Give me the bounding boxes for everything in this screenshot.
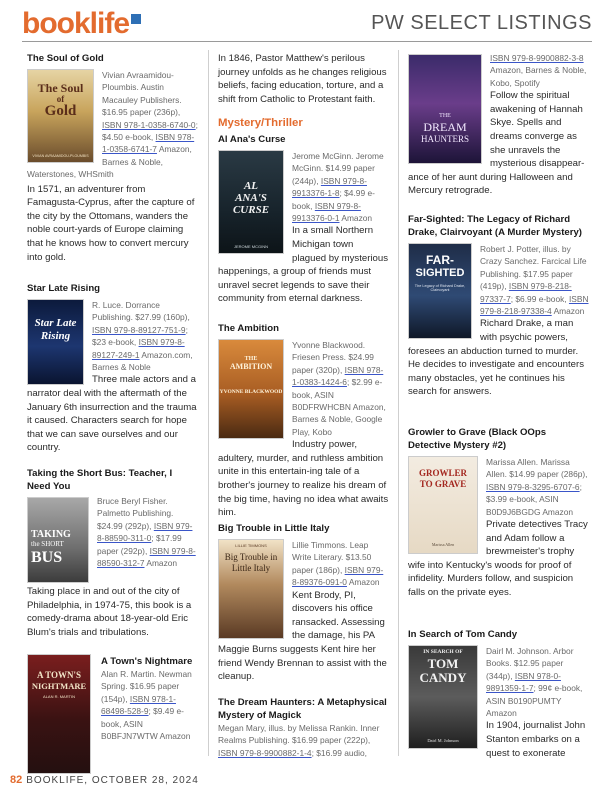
isbn-link[interactable]: ISBN 979-8-89127-751-9 xyxy=(92,324,186,335)
listing-title: Al Ana's Curse xyxy=(218,134,286,145)
section-mystery-thriller xyxy=(218,116,389,131)
listing-description: In a small Northern Michigan town plagued by mysterious happenings, a group of friends must unravel secret legends to save their community from eternal darkness. xyxy=(218,225,388,305)
listing-title: The Dream Haunters: A Metaphysical Mystery of Magick xyxy=(218,697,387,721)
listing-meta: Dairl M. Johnson. Arbor Books. $12.95 paper (344p), ISBN 978-0-9891359-1-7; 99¢ e-book, ASIN B0190PUMTY Amazon xyxy=(486,646,583,719)
listing-growler-to-grave xyxy=(408,426,590,600)
listing-far-sighted xyxy=(408,213,590,399)
booklife-logo: booklife xyxy=(22,6,141,42)
listing-meta: Robert J. Potter, illus. by Crazy Sanchez. Farcical Life Publishing. $17.95 paper (419p), ISBN 979-8-218-97337-7; $6.99 e-book, ISBN 979-8-218-97338-4 Amazon xyxy=(480,244,589,317)
listing-title: The Soul of Gold xyxy=(27,53,104,64)
listing-title: Growler to Grave (Black OOps Detective Mystery #2) xyxy=(408,427,547,451)
listing-meta: ISBN 979-8-9900882-3-8 Amazon, Barnes & Noble, Kobo, Spotify xyxy=(490,53,587,88)
column-divider xyxy=(398,50,399,756)
listing-title: Star Late Rising xyxy=(27,283,101,294)
listing-title: In Search of Tom Candy xyxy=(408,629,518,640)
page-number: 82 xyxy=(10,774,23,786)
book-cover: THE AMBITION YVONNE BLACKWOOD xyxy=(218,339,284,439)
book-cover: Star Late Rising xyxy=(27,299,84,385)
listing-meta: Bruce Beryl Fisher. Palmetto Publishing. $24.99 (292p), ISBN 979-8-88590-311-0; $17.99 paper (292p), ISBN 979-8-88590-312-7 Amazon xyxy=(97,496,196,569)
book-cover: The Soul of Gold VIVIAN AVRAAMIDOU-PLOUMBIS xyxy=(27,69,94,163)
listing-meta: Jerome McGinn. Jerome McGinn. $14.99 paper (244p), ISBN 979-8-9913376-1-8; $4.99 e-book, ISBN 979-8-9913376-0-1 Amazon xyxy=(292,151,384,224)
listing-title: A Town's Nightmare xyxy=(101,656,193,667)
listing-meta: Lillie Timmons. Leap Write Literary. $13.50 paper (186p), ISBN 979-8-89376-091-0 Amazon xyxy=(292,540,384,588)
listing-soul-of-gold xyxy=(27,52,198,264)
book-cover: LILLIE TIMMONS Big Trouble in Little Italy xyxy=(218,539,284,639)
isbn-link[interactable]: ISBN 979-8-88590-312-7 xyxy=(97,545,196,569)
listing-taking-the-short-bus xyxy=(27,467,198,639)
listing-title: Far-Sighted: The Legacy of Richard Drake, Clairvoyant (A Murder Mystery) xyxy=(408,214,582,238)
isbn-link[interactable]: ISBN 979-8-9900882-1-4 xyxy=(218,747,312,758)
book-cover: TAKING the SHORT BUS xyxy=(27,497,89,583)
section-heading: Mystery/Thriller xyxy=(218,117,303,129)
listing-a-towns-nightmare xyxy=(27,651,198,774)
listing-description: Taking place in and out of the city of Philadelphia, in 1974-75, this book is a comedy-drama about 18-year-old Eric Blum's trials and tribulations. xyxy=(27,586,192,638)
listing-in-search-of-tom-candy xyxy=(408,628,590,760)
listing-description: In 1846, Pastor Matthew's perilous journey unfolds as he changes religious beliefs, facing education, torture, and a shift from Catholic to Protestant faith. xyxy=(218,53,387,105)
isbn-link[interactable]: ISBN 979-8-9913376-1-8 xyxy=(292,175,367,199)
listing-dream-haunters-continued xyxy=(408,52,590,198)
isbn-link[interactable]: ISBN 979-8-88590-311-0 xyxy=(97,520,193,544)
isbn-link[interactable]: ISBN 978-0-9891359-1-7 xyxy=(486,670,561,694)
masthead xyxy=(22,6,592,46)
listing-description: In 1904, journalist John Stanton embarks on a quest to exonerate xyxy=(486,720,586,759)
listing-meta: Alan R. Martin. Newman Spring. $16.95 paper (154p), ISBN 978-1-68498-528-9; $9.49 e-book, ASIN B0BFJN7WTW Amazon xyxy=(101,669,192,742)
book-cover: GROWLER TO GRAVE Marissa Allen xyxy=(408,456,478,554)
isbn-link[interactable]: ISBN 979-8-9913376-0-1 xyxy=(292,200,361,224)
listing-star-late-rising xyxy=(27,282,198,455)
listing-title: Big Trouble in Little Italy xyxy=(218,523,330,534)
listing-description: Three male actors and a narrator deal with the aftermath of the January 6th insurrection and the trauma it caused. Characters search for hope that we can save ourselves and our country. xyxy=(27,374,197,454)
book-cover: A TOWN'S NIGHTMARE ALAN R. MARTIN xyxy=(27,654,91,774)
footer-text: BOOKLIFE, OCTOBER 28, 2024 xyxy=(26,775,199,786)
column-divider xyxy=(208,50,209,756)
isbn-link[interactable]: ISBN 978-1-0358-6741-7 xyxy=(102,132,195,155)
header-divider xyxy=(22,41,592,42)
listing-meta: Megan Mary, illus. by Melissa Rankin. Inner Realms Publishing. $16.99 paper (222p), ISBN 979-8-9900882-1-4; $16.99 audio, xyxy=(218,723,380,758)
listing-description: Industry power, adultery, murder, and ruthless ambition unite in this entertain-ing tale of a brother's journey to realize his dream of the big time, having no idea what awaits him. xyxy=(218,439,389,519)
listing-the-dream-haunters xyxy=(218,696,389,759)
listing-al-anas-curse xyxy=(218,133,389,306)
isbn-link[interactable]: ISBN 979-8-218-97337-7 xyxy=(480,281,572,304)
isbn-link[interactable]: ISBN 978-1-68498-528-9 xyxy=(101,693,176,717)
listing-description: In 1571, an adventurer from Famagusta-Cyprus, after the capture of the city by the Ottomans, wanders the noble court-yards of Europe claiming that he knows how to convert mercury into gold. xyxy=(27,183,195,263)
isbn-link[interactable]: ISBN 979-8-9900882-3-8 xyxy=(490,53,584,63)
listing-description: Richard Drake, a man with psychic powers, foresees an abduction turned to murder. He decides to investigate and encounters many obstacles, yet he continues his search for answers. xyxy=(408,318,584,398)
isbn-link[interactable]: ISBN 978-1-0358-6740-0 xyxy=(102,119,196,130)
isbn-link[interactable]: ISBN 979-8-3295-6707-6 xyxy=(486,481,580,492)
listing-description: Kent Brody, PI, discovers his office ransacked. Assessing the damage, his PA Maggie Burns suggests Kent hire her friend Wendy Brennan to assist with the cleanup. xyxy=(218,589,387,683)
section-title: PW SELECT LISTINGS xyxy=(371,12,592,34)
book-cover: THE DREAM HAUNTERS xyxy=(408,54,482,164)
listing-meta: R. Luce. Dorrance Publishing. $27.99 (160p), ISBN 979-8-89127-751-9; $23 e-book, ISBN 979-8-89127-249-1 Amazon.com, Barnes & Noble xyxy=(92,300,193,373)
listing-meta: Marissa Allen. Marissa Allen. $14.99 paper (286p), ISBN 979-8-3295-6707-6; $3.99 e-book, ASIN B0D9J6BGDG Amazon xyxy=(486,457,588,517)
page-footer xyxy=(10,774,199,786)
isbn-link[interactable]: ISBN 979-8-218-97338-4 xyxy=(480,293,589,317)
book-cover: AL ANA'S CURSE JEROME MCGINN xyxy=(218,150,284,254)
logo-square-icon xyxy=(131,14,141,24)
listing-big-trouble-in-little-italy xyxy=(218,522,389,684)
listing-meta: Vivian Avraamidou-Ploumbis. Austin Macauley Publishers. $16.95 paper (236p), ISBN 978-1-0358-6740-0; $4.50 e-book, ISBN 978-1-0358-6741-7 Amazon, Barnes & Noble, Waterstones, WHSmith xyxy=(27,70,198,180)
book-cover: IN SEARCH OF TOM CANDY Dairl M. Johnson xyxy=(408,645,478,749)
isbn-link[interactable]: ISBN 979-8-89127-249-1 xyxy=(92,337,185,360)
listing-title: The Ambition xyxy=(218,323,279,334)
listing-description: Private detectives Tracy and Adam follow a brewmeister's trophy wife into Kentucky's woods for proof of infidelity. Murders follow, and suspicion falls on the private eyes. xyxy=(408,519,588,598)
listing-continued xyxy=(218,52,389,106)
isbn-link[interactable]: ISBN 978-1-0383-1424-6 xyxy=(292,364,384,388)
book-cover: FAR- SIGHTED The Legacy of Richard Drake, Clairvoyant xyxy=(408,243,472,339)
listing-title: Taking the Short Bus: Teacher, I Need You xyxy=(27,468,173,492)
isbn-link[interactable]: ISBN 979-8-89376-091-0 xyxy=(292,564,384,588)
listing-description: Follow the spiritual awakening of Hannah Skye. Spells and dreams converge as she unravels the mysterious disappear-ance of her aunt during Halloween and Mercury retrograde. xyxy=(408,90,585,197)
listing-the-ambition xyxy=(218,322,389,520)
listing-meta: Yvonne Blackwood. Friesen Press. $24.99 paper (320p), ISBN 978-1-0383-1424-6; $2.99 e-book, ASIN B0DFRWHCBN Amazon, Barnes & Noble, Google Play, Kobo xyxy=(292,340,386,437)
